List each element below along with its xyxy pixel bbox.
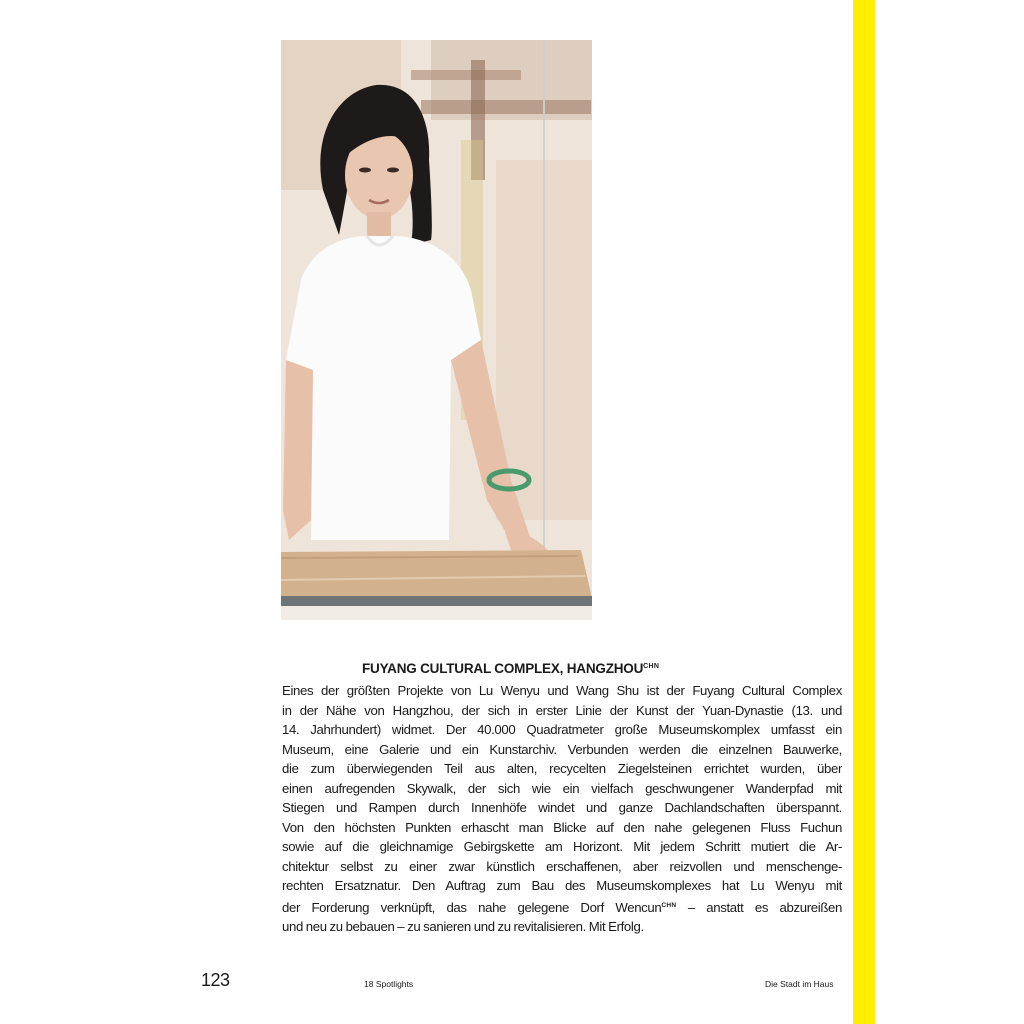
- article-line: einen aufregenden Skywalk, der sich wie ein vielfach geschwungener Wanderpfad mit: [282, 780, 842, 796]
- article-line: 14. Jahrhundert) widmet. Der 40.000 Quadratmeter große Museumskomplex umfasst ein: [282, 722, 842, 737]
- article-line: Von den höchsten Punkten erhascht man Blicke auf den nahe gelegenen Fluss Fuchun: [282, 819, 842, 835]
- article-line: [282, 896, 842, 918]
- page-number: 123: [201, 970, 230, 990]
- article-title: [362, 661, 659, 676]
- article-title-text: FUYANG CULTURAL COMPLEX, HANGZHOU: [362, 661, 644, 676]
- article-line-part: der Forderung verknüpft, das nahe gelegene Dorf Wencun: [282, 899, 662, 915]
- article-line: in der Nähe von Hangzhou, der sich in erster Linie der Kunst der Yuan-Dynastie (13. und: [282, 702, 842, 718]
- article-line: Museum, eine Galerie und ein Kunstarchiv. Verbunden werden die einzelnen Bauwerke,: [282, 741, 842, 757]
- yellow-accent-strip: [853, 0, 875, 1024]
- article-line: rechten Ersatznatur. Den Auftrag zum Bau des Museumskomplexes hat Lu Wenyu mit: [282, 878, 842, 893]
- article-body: [282, 681, 842, 937]
- article-line: die zum überwiegenden Teil aus alten, recycelten Ziegelsteinen errichtet wurden, über: [282, 761, 842, 776]
- article-title-superscript: CHN: [643, 663, 660, 670]
- running-footer-section: 18 Spotlights: [364, 979, 414, 989]
- article-line: Eines der größten Projekte von Lu Wenyu und Wang Shu ist der Fuyang Cultural Complex: [282, 683, 842, 698]
- article-line: sowie auf die gleichnamige Gebirgskette am Horizont. Mit jedem Schritt mutiert die Ar-: [282, 839, 842, 854]
- running-footer-chapter: Die Stadt im Haus: [765, 979, 834, 989]
- portrait-photo: [281, 40, 592, 620]
- article-line-last: und neu zu bebauen – zu sanieren und zu revitalisieren. Mit Erfolg.: [282, 919, 644, 934]
- article-line: Stiegen und Rampen durch Innenhöfe windet und ganze Dachlandschaften überspannt.: [282, 800, 842, 815]
- article-line-superscript: CHN: [661, 901, 677, 909]
- article-line-part: – anstatt es abzureißen: [676, 899, 842, 915]
- article-line: chitektur selbst zu einer zwar künstlich erschaffenen, aber reizvollen und menschenge-: [282, 858, 842, 874]
